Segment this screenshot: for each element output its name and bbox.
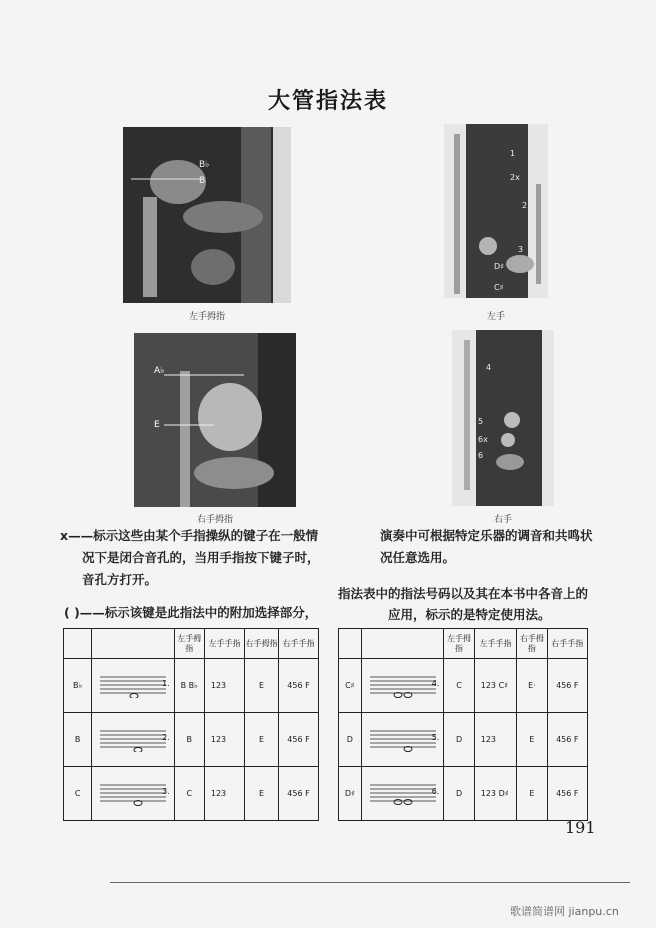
label-2: 2	[522, 201, 528, 210]
photo-left-hand	[444, 124, 548, 298]
header-right-fingers: 右手手指	[279, 629, 319, 659]
staff-cell	[92, 767, 175, 821]
fingering-number: 5.	[431, 733, 440, 742]
left-thumb-value: D	[444, 767, 474, 821]
caption-right-hand: 右手	[493, 515, 512, 525]
header-left-fingers: 左手手指	[474, 629, 516, 659]
note-name: B♭	[64, 659, 92, 713]
right-line4: 应用，标示的是特定使用法。	[388, 607, 551, 622]
staff-notation	[368, 782, 438, 806]
x-note-line2: 况下是闭合音孔的，当用手指按下键子时，	[82, 550, 320, 565]
right-thumb-value: E	[517, 767, 547, 821]
staff-cell	[92, 713, 175, 767]
caption-left-hand: 左手	[486, 312, 505, 322]
right-thumb-value: E	[245, 713, 279, 767]
label-e: E	[154, 420, 160, 430]
left-fingers-value: 123	[204, 767, 244, 821]
staff-cell	[361, 767, 444, 821]
staff-cell	[361, 713, 444, 767]
label-4: 4	[486, 363, 492, 372]
note-name: D♯	[339, 767, 362, 821]
right-thumb-value: E	[245, 659, 279, 713]
left-thumb-value: B	[174, 713, 204, 767]
left-fingers-value: 123 C♯	[474, 659, 516, 713]
left-thumb-value: D	[444, 713, 474, 767]
table-row	[339, 659, 588, 713]
right-thumb-value: E	[517, 713, 547, 767]
header-left-thumb: 左手拇指	[174, 629, 204, 659]
right-fingers-value: 456 F	[279, 713, 319, 767]
label-bflat: B♭	[199, 160, 210, 170]
table-row	[339, 713, 588, 767]
photo-right-hand	[452, 330, 554, 506]
label-6x: 6x	[478, 435, 488, 444]
table-row	[64, 767, 319, 821]
fingering-number: 3.	[162, 787, 170, 796]
staff-notation	[368, 674, 438, 698]
label-2x: 2x	[510, 173, 520, 182]
page-number: 191	[565, 818, 596, 837]
right-fingers-value: 456 F	[547, 767, 587, 821]
right-fingers-value: 456 F	[547, 713, 587, 767]
right-line2: 况任意选用。	[380, 550, 456, 565]
caption-left-thumb: 左手拇指	[188, 312, 225, 322]
note-name: C	[64, 767, 92, 821]
x-note-line1: x——标示这些由某个手指操纵的键子在一般情	[60, 528, 319, 543]
fingering-number: 2.	[162, 733, 170, 742]
right-thumb-value: E·	[517, 659, 547, 713]
bottom-rule	[110, 882, 630, 883]
header-right-thumb: 右手拇指	[245, 629, 279, 659]
left-fingers-value: 123	[204, 659, 244, 713]
fingering-table-right	[338, 628, 588, 821]
header-left-fingers: 左手手指	[204, 629, 244, 659]
fingering-number: 1.	[162, 679, 170, 688]
label-6: 6	[478, 451, 484, 460]
photo-right-thumb	[134, 333, 296, 507]
paren-note: ( )——标示该键是此指法中的附加选择部分，	[64, 605, 318, 620]
label-aflat: A♭	[154, 366, 165, 376]
right-fingers-value: 456 F	[279, 767, 319, 821]
left-fingers-value: 123	[204, 713, 244, 767]
watermark: 歌谱简谱网 jianpu.cn	[510, 905, 619, 918]
header-left-thumb: 左手拇指	[444, 629, 474, 659]
staff-cell	[361, 659, 444, 713]
header-right-fingers: 右手手指	[547, 629, 587, 659]
label-5: 5	[478, 417, 484, 426]
staff-cell	[92, 659, 175, 713]
table-row	[64, 659, 319, 713]
right-thumb-value: E	[245, 767, 279, 821]
fingering-number: 4.	[431, 679, 440, 688]
left-thumb-value: B B♭	[174, 659, 204, 713]
left-fingers-value: 123	[474, 713, 516, 767]
right-fingers-value: 456 F	[547, 659, 587, 713]
right-line1: 演奏中可根据特定乐器的调音和共鸣状	[380, 528, 593, 543]
table-row	[64, 713, 319, 767]
left-fingers-value: 123 D♯	[474, 767, 516, 821]
left-thumb-value: C	[444, 659, 474, 713]
staff-notation	[368, 728, 438, 752]
label-b: B	[199, 176, 206, 186]
x-note-line3: 音孔方打开。	[82, 572, 158, 587]
note-name: D	[339, 713, 362, 767]
left-thumb-value: C	[174, 767, 204, 821]
page-title: 大管指法表	[267, 89, 388, 114]
right-fingers-value: 456 F	[279, 659, 319, 713]
right-line3: 指法表中的指法号码以及其在本书中各音上的	[338, 586, 589, 601]
fingering-number: 6.	[431, 787, 440, 796]
staff-notation	[98, 728, 168, 752]
table-row	[339, 767, 588, 821]
note-name: C♯	[339, 659, 362, 713]
staff-notation	[98, 782, 168, 806]
label-3: 3	[518, 245, 524, 254]
label-dsharp: D♯	[494, 262, 505, 271]
label-1: 1	[510, 149, 516, 158]
staff-notation	[98, 674, 168, 698]
label-csharp: C♯	[494, 283, 504, 292]
header-right-thumb: 右手拇指	[517, 629, 547, 659]
caption-right-thumb: 右手拇指	[196, 515, 233, 525]
note-name: B	[64, 713, 92, 767]
photo-left-thumb	[123, 127, 291, 303]
fingering-table-left	[63, 628, 319, 821]
